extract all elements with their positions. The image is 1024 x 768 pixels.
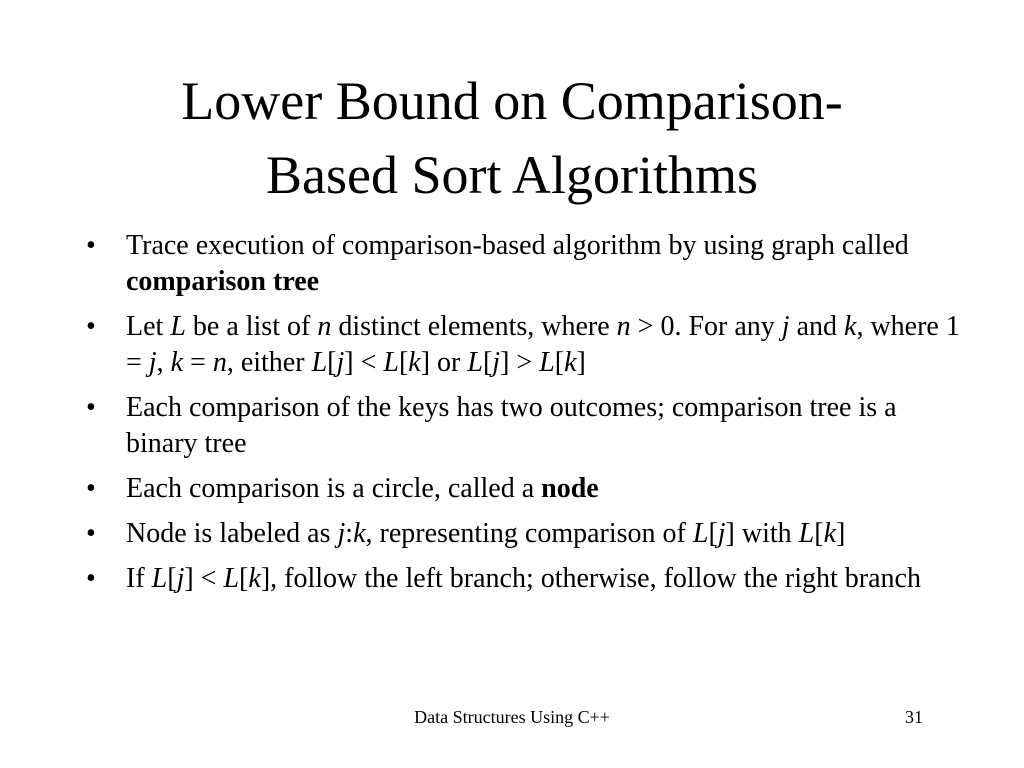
bullet-item	[86, 309, 966, 381]
bullet-text: > 0. For any	[630, 311, 782, 342]
bullet-text: [	[327, 347, 337, 378]
footer-course-title: Data Structures Using C++	[414, 707, 610, 727]
bullet-text: ]	[836, 518, 846, 549]
math-var: n	[212, 347, 227, 378]
math-var: L	[223, 563, 240, 594]
bullet-text: [	[167, 563, 177, 594]
bullet-text: Let	[126, 311, 171, 342]
math-var: k	[564, 347, 577, 378]
title-line-1: Lower Bound on Comparison-	[181, 71, 843, 131]
math-var: k	[844, 311, 857, 342]
math-var: L	[798, 518, 815, 549]
math-var: L	[383, 347, 399, 378]
bullet-text: Node is labeled as	[126, 518, 338, 549]
math-var: j	[176, 563, 185, 594]
bullet-text: If	[126, 563, 152, 594]
bullet-icon: •	[86, 563, 96, 594]
slide-title	[0, 64, 1024, 212]
math-var: L	[311, 347, 328, 378]
bullet-text: Trace execution of comparison-based algorithm by using graph called	[126, 230, 909, 261]
math-var: k	[823, 518, 836, 549]
bullet-item	[86, 561, 966, 597]
title-line-2: Based Sort Algorithms	[265, 145, 758, 205]
bullet-term: comparison tree	[126, 266, 320, 297]
bullet-text: Each comparison of the keys has two outcomes; comparison tree is a binary tree	[126, 392, 897, 459]
math-var: L	[539, 347, 555, 378]
bullet-text: and	[789, 311, 845, 342]
footer-page-number: 31	[905, 707, 923, 727]
math-var: L	[692, 518, 709, 549]
bullet-text: , representing comparison of	[365, 518, 693, 549]
bullet-text: [	[482, 347, 493, 378]
math-var: j	[148, 347, 157, 378]
bullet-item	[86, 471, 966, 507]
bullet-text: Each comparison is a circle, called a	[126, 473, 542, 504]
bullet-term: node	[541, 473, 599, 504]
bullet-text: [	[708, 518, 718, 549]
math-var: k	[353, 518, 366, 549]
math-var: j	[337, 518, 346, 549]
bullet-text: ]	[576, 347, 586, 378]
bullet-text: ] <	[344, 347, 384, 378]
math-var: j	[717, 518, 726, 549]
bullet-item	[86, 516, 966, 552]
bullet-text: ] or	[420, 347, 468, 378]
bullet-icon: •	[86, 230, 96, 261]
bullet-text: :	[345, 518, 354, 549]
math-var: n	[616, 311, 631, 342]
bullet-text: ] <	[184, 563, 224, 594]
math-var: k	[408, 347, 421, 378]
bullet-icon: •	[86, 392, 96, 423]
bullet-item	[86, 390, 966, 462]
bullet-icon: •	[86, 473, 96, 504]
bullet-text: distinct elements, where	[331, 311, 617, 342]
bullet-list	[86, 228, 966, 606]
bullet-text: [	[398, 347, 409, 378]
bullet-text: ,	[156, 347, 171, 378]
bullet-text: ] >	[500, 347, 540, 378]
bullet-icon: •	[86, 518, 96, 549]
math-var: n	[317, 311, 332, 342]
math-var: j	[781, 311, 790, 342]
math-var: L	[467, 347, 483, 378]
bullet-text: [	[239, 563, 249, 594]
math-var: j	[492, 347, 501, 378]
math-var: k	[248, 563, 261, 594]
bullet-text: =	[183, 347, 213, 378]
math-var: L	[170, 311, 186, 342]
bullet-icon: •	[86, 311, 96, 342]
bullet-text: [	[554, 347, 565, 378]
bullet-text: ] with	[725, 518, 799, 549]
math-var: j	[336, 347, 345, 378]
bullet-text: , either	[226, 347, 312, 378]
bullet-text: [	[814, 518, 824, 549]
bullet-text: be a list of	[185, 311, 318, 342]
bullet-item	[86, 228, 966, 300]
bullet-text: , where 1 =	[126, 311, 960, 378]
math-var: L	[151, 563, 168, 594]
math-var: k	[170, 347, 184, 378]
bullet-text: ], follow the left branch; otherwise, follow the right branch	[260, 563, 921, 594]
